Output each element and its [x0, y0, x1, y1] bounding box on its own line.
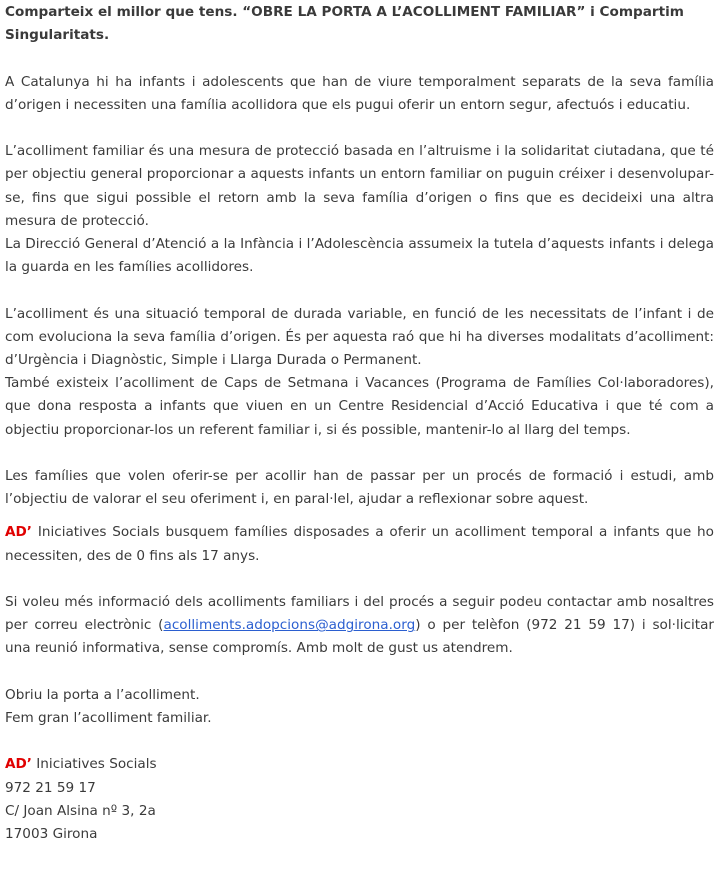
closing-line-1: Obriu la porta a l’acolliment. — [5, 686, 200, 703]
paragraph-intro: A Catalunya hi ha infants i adolescents que han de viure temporalment separats de la seva família d’origen i necessiten una família acollidora que els pugui oferir un entorn segur, afectuós i educatiu. — [5, 73, 714, 113]
spacer — [5, 442, 714, 465]
paragraph-definition: L’acolliment familiar és una mesura de protecció basada en l’altruisme i la solidaritat ciutadana, que té per objectiu general proporcionar a aquests infants un entorn familiar on puguin créixer i desenvolupar-se, fins que sigui possible el retorn amb la seva família d’origen o fins que es decideixi una altra mesura de protecció. — [5, 143, 714, 229]
paragraph-busquem-text: Iniciatives Socials busquem famílies disposades a oferir un acolliment temporal a infants que ho necessiten, des de 0 fins als 17 anys. — [5, 524, 714, 564]
paragraph-busquem-families — [5, 521, 714, 567]
contact-text-after: ) o per telèfon (972 21 59 17) i sol·licitar una reunió informativa, sense compromís. Amb molt de gust us atendrem. — [5, 617, 714, 657]
signature-brand-mark: AD’ — [5, 756, 32, 773]
signature-phone: 972 21 59 17 — [5, 779, 96, 796]
document-body — [5, 0, 714, 846]
document-title — [5, 1, 714, 47]
paragraph-caps-de-setmana: També existeix l’acolliment de Caps de Setmana i Vacances (Programa de Famílies Col·laboradores), que dona resposta a infants que viuen en un Centre Residencial d’Acció Educativa i que té com a objectiu proporcionar-los un referent familiar i, si és possible, mantenir-lo al llarg del temps. — [5, 375, 714, 438]
closing-line-2: Fem gran l’acolliment familiar. — [5, 710, 212, 726]
title-line-1: Comparteix el millor que tens. “OBRE LA PORTA A L’ACOLLIMENT FAMILIAR” i Compartim — [5, 4, 684, 20]
paragraph-formacio: Les famílies que volen oferir-se per acollir han de passar per un procés de formació i estudi, amb l’objectiu de valorar el seu oferiment i, en paral·lel, ajudar a reflexionar sobre aquest. — [5, 468, 714, 508]
email-link[interactable]: acolliments.adopcions@adgirona.org — [163, 617, 416, 634]
contact-text-before: Si voleu més informació dels acolliments familiars i del procés a seguir podeu contactar amb nosaltres per correu electrònic ( — [5, 594, 714, 634]
signature-org-name: Iniciatives Socials — [31, 756, 157, 773]
paragraph-contacte — [5, 591, 714, 661]
spacer — [5, 117, 714, 140]
brand-mark: AD’ — [5, 524, 32, 541]
spacer — [5, 730, 714, 753]
spacer — [5, 511, 714, 521]
signature-org — [5, 753, 714, 776]
spacer — [5, 279, 714, 302]
paragraph-modalitats: L’acolliment és una situació temporal de durada variable, en funció de les necessitats de l’infant i de com evoluciona la seva família d’origen. És per aquesta raó que hi ha diverses modalitats d’acolliment: d’Urgència i Diagnòstic, Simple i Llarga Durada o Permanent. — [5, 305, 714, 368]
signature-address: C/ Joan Alsina nº 3, 2a — [5, 802, 156, 819]
signature-city: 17003 Girona — [5, 826, 98, 842]
spacer — [5, 568, 714, 591]
paragraph-direccio-general: La Direcció General d’Atenció a la Infància i l’Adolescència assumeix la tutela d’aquests infants i delega la guarda en les famílies acollidores. — [5, 236, 714, 276]
spacer — [5, 661, 714, 684]
title-line-2: Singularitats. — [5, 27, 110, 44]
spacer — [5, 47, 714, 70]
